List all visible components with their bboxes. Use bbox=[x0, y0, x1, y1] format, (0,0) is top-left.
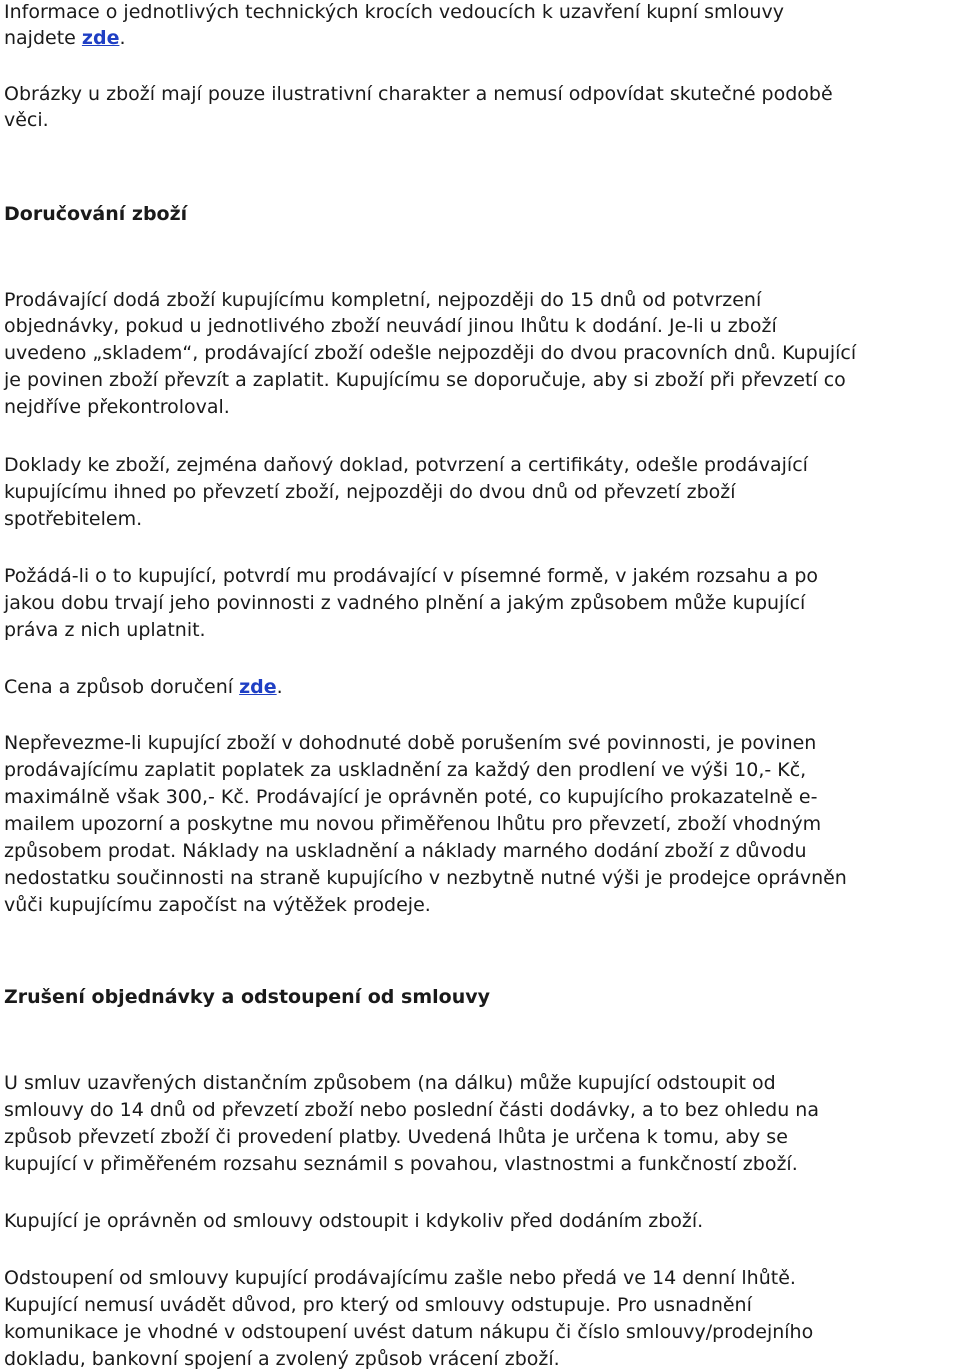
paragraph-line: komunikace je vhodné v odstoupení uvést datum nákupu či číslo smlouvy/prodejního bbox=[4, 1321, 814, 1343]
paragraph-line: spotřebitelem. bbox=[4, 508, 143, 530]
price-line bbox=[4, 675, 283, 699]
intro-line: věci. bbox=[4, 109, 49, 131]
paragraph-line: Kupující je oprávněn od smlouvy odstoupit i kdykoliv před dodáním zboží. bbox=[4, 1210, 704, 1232]
paragraph-line: vůči kupujícímu započíst na výtěžek prodeje. bbox=[4, 894, 431, 916]
paragraph-line: U smluv uzavřených distančním způsobem (na dálku) může kupující odstoupit od bbox=[4, 1072, 776, 1094]
delivery-price-link[interactable]: zde bbox=[239, 676, 277, 698]
paragraph-line: dokladu, bankovní spojení a zvolený způsob vrácení zboží. bbox=[4, 1348, 560, 1370]
paragraph-line: mailem upozorní a poskytne mu novou přiměřenou lhůtu pro převzetí, zboží vhodným bbox=[4, 813, 822, 835]
paragraph-line: kupujícímu ihned po převzetí zboží, nejpozději do dvou dnů od převzetí zboží bbox=[4, 481, 736, 503]
steps-link[interactable]: zde bbox=[81, 27, 120, 49]
paragraph-line: smlouvy do 14 dnů od převzetí zboží nebo poslední části dodávky, a to bez ohledu na bbox=[4, 1099, 819, 1121]
paragraph-line: způsob převzetí zboží či provedení platby. Uvedená lhůta je určena k tomu, aby se bbox=[4, 1126, 788, 1148]
cancellation-heading: Zrušení objednávky a odstoupení od smlouvy bbox=[4, 986, 490, 1008]
paragraph-line: Kupující nemusí uvádět důvod, pro který od smlouvy odstupuje. Pro usnadnění bbox=[4, 1294, 752, 1316]
paragraph-line: uvedeno „skladem“, prodávající zboží odešle nejpozději do dvou pracovních dnů. Kupující bbox=[4, 342, 857, 364]
paragraph-line: práva z nich uplatnit. bbox=[4, 619, 206, 641]
paragraph-line: maximálně však 300,- Kč. Prodávající je oprávněn poté, co kupujícího prokazatelně e- bbox=[4, 786, 818, 808]
paragraph-line: objednávky, pokud u jednotlivého zboží neuvádí jinou lhůtu k dodání. Je-li u zboží bbox=[4, 315, 777, 337]
paragraph-line: prodávajícímu zaplatit poplatek za uskladnění za každý den prodlení ve výši 10,- Kč, bbox=[4, 759, 807, 781]
paragraph-line: jakou dobu trvají jeho povinnosti z vadného plnění a jakým způsobem může kupující bbox=[4, 592, 806, 614]
intro-text-end: . bbox=[119, 27, 126, 49]
paragraph-line: nedostatku součinnosti na straně kupujícího v nezbytně nutné výši je prodejce oprávněn bbox=[4, 867, 847, 889]
paragraph-line: Odstoupení od smlouvy kupující prodávajícímu zašle nebo předá ve 14 denní lhůtě. bbox=[4, 1267, 796, 1289]
paragraph-line: je povinen zboží převzít a zaplatit. Kupujícímu se doporučuje, aby si zboží při převzetí co bbox=[4, 369, 846, 391]
paragraph-line: Doklady ke zboží, zejména daňový doklad, potvrzení a certifikáty, odešle prodávající bbox=[4, 454, 808, 476]
paragraph-line: nejdříve překontroloval. bbox=[4, 396, 230, 418]
price-text: Cena a způsob doručení bbox=[4, 676, 240, 698]
paragraph-line: Požádá-li o to kupující, potvrdí mu prodávající v písemné formě, v jakém rozsahu a po bbox=[4, 565, 819, 587]
intro-text: najdete bbox=[4, 27, 82, 49]
paragraph-line: Nepřevezme-li kupující zboží v dohodnuté době porušením své povinnosti, je povinen bbox=[4, 732, 817, 754]
intro-line-with-link bbox=[4, 26, 126, 50]
intro-line: Obrázky u zboží mají pouze ilustrativní charakter a nemusí odpovídat skutečné podobě bbox=[4, 83, 833, 105]
paragraph-line: Prodávající dodá zboží kupujícímu kompletní, nejpozději do 15 dnů od potvrzení bbox=[4, 289, 762, 311]
intro-line: Informace o jednotlivých technických krocích vedoucích k uzavření kupní smlouvy bbox=[4, 1, 784, 23]
paragraph-line: způsobem prodat. Náklady na uskladnění a náklady marného dodání zboží z důvodu bbox=[4, 840, 807, 862]
paragraph-line: kupující v přiměřeném rozsahu seznámil s povahou, vlastnostmi a funkčností zboží. bbox=[4, 1153, 798, 1175]
price-text-end: . bbox=[276, 676, 283, 698]
delivery-heading: Doručování zboží bbox=[4, 203, 188, 225]
